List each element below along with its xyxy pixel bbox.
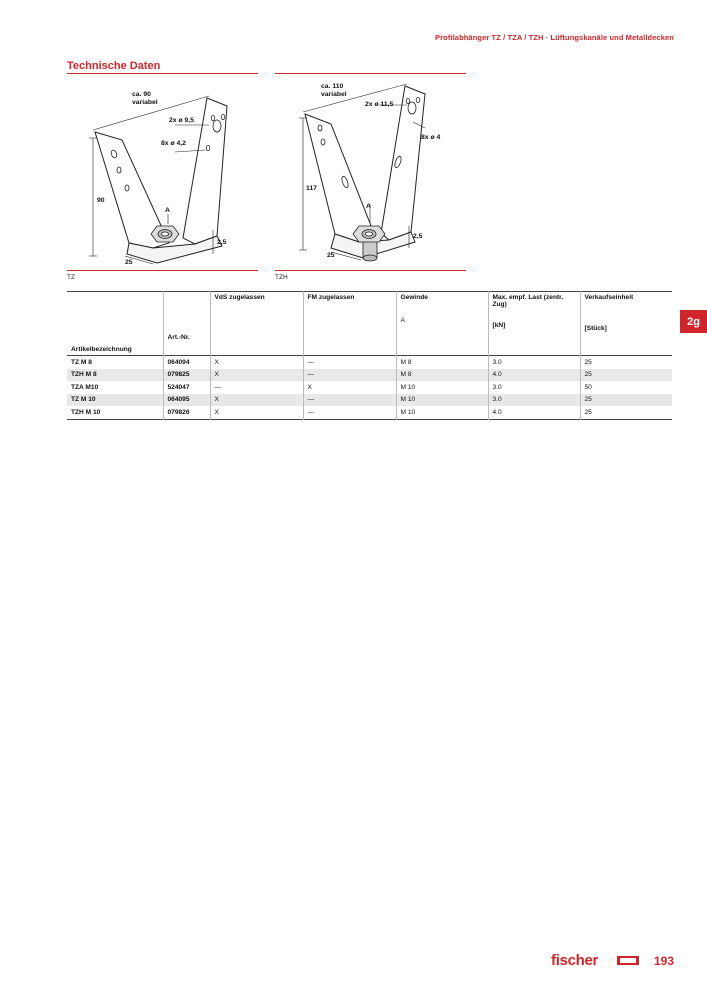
cell-artnr: 064095 bbox=[163, 394, 210, 407]
cell-name: TZ M 8 bbox=[71, 358, 92, 366]
tz-drawing bbox=[67, 78, 258, 268]
tz-depth-label: 25 bbox=[125, 259, 133, 266]
header-article: Artikelbezeichnung bbox=[71, 346, 132, 353]
cell-gewinde: M 10 bbox=[396, 406, 488, 419]
cell-vke: 50 bbox=[580, 381, 672, 394]
cell-fm: — bbox=[303, 406, 396, 419]
tz-holes-big-label: 2x ø 9,5 bbox=[169, 117, 194, 124]
header-last bbox=[488, 292, 580, 356]
tzh-holes-big-label: 2x ø 11,5 bbox=[365, 101, 394, 108]
header-gewinde-sub: A bbox=[400, 317, 405, 324]
header-fm: FM zugelassen bbox=[303, 292, 396, 356]
header-gewinde bbox=[396, 292, 488, 356]
header-vke-unit: [Stück] bbox=[584, 325, 607, 332]
cell-name: TZ M 10 bbox=[67, 394, 163, 407]
cell-fm: — bbox=[303, 356, 396, 369]
tzh-depth-label: 25 bbox=[327, 252, 335, 259]
cell-last: 3.0 bbox=[488, 381, 580, 394]
cell-vke: 25 bbox=[580, 394, 672, 407]
header-artnr: Art.-Nr. bbox=[163, 292, 210, 356]
fischer-logo-mark-icon bbox=[617, 956, 639, 965]
cell-name: TZH M 10 bbox=[71, 408, 101, 416]
title-rule-left bbox=[67, 73, 258, 74]
cell-last: 3.0 bbox=[488, 356, 580, 369]
header-vke bbox=[580, 292, 672, 356]
cell-fm: — bbox=[303, 394, 396, 407]
running-header: Profilabhänger TZ / TZA / TZH · Lüftungskanäle und Metalldecken bbox=[435, 33, 674, 42]
cell-fm: — bbox=[303, 369, 396, 382]
header-vds: VdS zugelassen bbox=[210, 292, 303, 356]
table-row bbox=[67, 369, 672, 382]
table-row bbox=[67, 394, 672, 407]
header-last-label: Max. empf. Last (zentr. Zug) bbox=[492, 294, 564, 308]
cell-vke: 25 bbox=[580, 369, 672, 382]
cell-fm: X bbox=[303, 381, 396, 394]
cell-vds: X bbox=[210, 406, 303, 419]
tzh-width2-label: variabel bbox=[321, 91, 347, 98]
header-vke-label: Verkaufseinheit bbox=[584, 294, 634, 301]
cell-vds: X bbox=[210, 394, 303, 407]
section-title: Technische Daten bbox=[67, 60, 161, 72]
cell-last: 3.0 bbox=[488, 394, 580, 407]
cell-gewinde: M 8 bbox=[396, 356, 488, 369]
cell-artnr: 064094 bbox=[163, 356, 210, 369]
tz-holes-small-label: 8x ø 4,2 bbox=[161, 140, 186, 147]
cell-gewinde: M 8 bbox=[396, 369, 488, 382]
tz-thickness-label: 2,5 bbox=[217, 239, 227, 246]
chapter-tab: 2g bbox=[680, 310, 707, 333]
tzh-width-label: ca. 110 bbox=[321, 83, 344, 90]
cell-name: TZH M 8 bbox=[67, 369, 163, 382]
tz-caption-rule bbox=[67, 270, 258, 271]
cell-vke: 25 bbox=[580, 406, 672, 419]
header-last-unit: [kN] bbox=[492, 322, 506, 329]
page-number: 193 bbox=[654, 954, 675, 968]
cell-gewinde: M 10 bbox=[396, 394, 488, 407]
tzh-caption: TZH bbox=[275, 274, 288, 281]
fischer-logo: fischer bbox=[551, 952, 599, 969]
cell-artnr: 079825 bbox=[163, 369, 210, 382]
tzh-a-label: A bbox=[366, 203, 371, 210]
table-row bbox=[67, 356, 672, 369]
cell-gewinde: M 10 bbox=[396, 381, 488, 394]
tz-a-label: A bbox=[165, 207, 170, 214]
cell-vds: — bbox=[210, 381, 303, 394]
cell-last: 4.0 bbox=[488, 406, 580, 419]
tz-width2-label: variabel bbox=[132, 99, 158, 106]
tzh-thickness-label: 2,5 bbox=[413, 233, 423, 240]
tz-height-label: 90 bbox=[97, 197, 105, 204]
table-row bbox=[67, 406, 672, 419]
tzh-caption-rule bbox=[275, 270, 466, 271]
table-row bbox=[67, 381, 672, 394]
spec-table bbox=[67, 291, 672, 420]
cell-vds: X bbox=[210, 356, 303, 369]
tz-width-label: ca. 90 bbox=[132, 91, 151, 98]
cell-artnr: 524047 bbox=[163, 381, 210, 394]
tzh-holes-small-label: 8x ø 4 bbox=[421, 134, 441, 141]
cell-vds: X bbox=[210, 369, 303, 382]
cell-name: TZA M10 bbox=[71, 383, 99, 391]
cell-last: 4.0 bbox=[488, 369, 580, 382]
cell-artnr: 079826 bbox=[163, 406, 210, 419]
cell-vke: 25 bbox=[580, 356, 672, 369]
header-gewinde-label: Gewinde bbox=[400, 294, 428, 301]
tzh-drawing bbox=[275, 78, 466, 268]
tzh-height-label: 117 bbox=[306, 185, 317, 192]
title-rule-right bbox=[275, 73, 466, 74]
tz-caption: TZ bbox=[67, 274, 75, 281]
